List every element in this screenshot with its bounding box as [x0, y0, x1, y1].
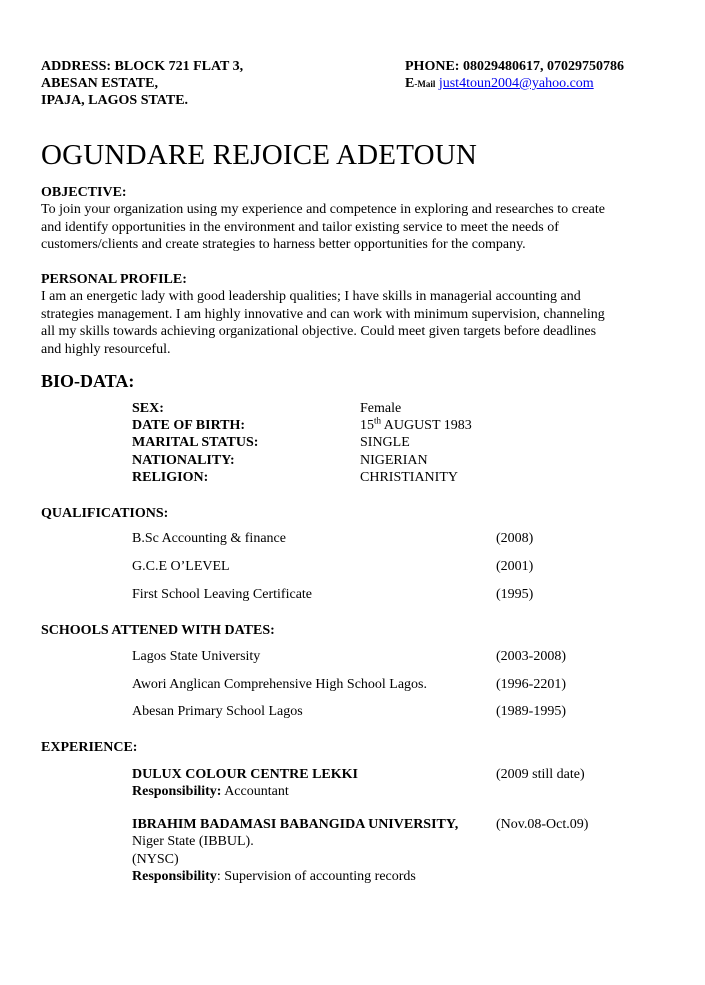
qualification-name: G.C.E O’LEVEL — [132, 559, 230, 574]
responsibility-line — [132, 868, 416, 885]
profile-line-4: and highly resourceful. — [41, 341, 171, 357]
address-block — [41, 58, 243, 109]
profile-heading: PERSONAL PROFILE: — [41, 272, 187, 287]
profile-text — [41, 288, 666, 358]
qualifications-heading: QUALIFICATIONS: — [41, 506, 169, 521]
address-line-3: IPAJA, LAGOS STATE. — [41, 93, 189, 108]
responsibility-line — [132, 783, 289, 800]
employer-name: DULUX COLOUR CENTRE LEKKI — [132, 767, 358, 782]
bio-label-nationality: NATIONALITY: — [132, 453, 235, 468]
dob-day: 15 — [360, 418, 374, 433]
objective-line-2: and identify opportunities in the environment and tailor existing service to meet the needs of — [41, 219, 559, 235]
responsibility-value: : Supervision of accounting records — [216, 869, 416, 884]
qualification-year: (2001) — [496, 559, 534, 574]
qualification-year: (2008) — [496, 531, 534, 546]
qualification-name: B.Sc Accounting & finance — [132, 531, 286, 546]
bio-value-dob — [360, 417, 472, 434]
experience-heading: EXPERIENCE: — [41, 740, 138, 755]
responsibility-label: Responsibility: — [132, 784, 222, 799]
school-name: Awori Anglican Comprehensive High School Lagos. — [132, 677, 428, 692]
bio-label-sex: SEX: — [132, 401, 164, 416]
profile-line-2: strategies management. I am highly innovative and can work with minimum supervision, channeling — [41, 306, 605, 322]
biodata-heading: BIO-DATA: — [41, 371, 135, 391]
email-line — [405, 75, 594, 93]
bio-label-dob: DATE OF BIRTH: — [132, 418, 246, 433]
responsibility-label: Responsibility — [132, 869, 217, 884]
employment-period: (Nov.08-Oct.09) — [496, 817, 589, 832]
bio-value-nationality: NIGERIAN — [360, 453, 428, 468]
email-link[interactable]: just4toun2004@yahoo.com — [438, 76, 594, 91]
employer-note: (NYSC) — [132, 852, 179, 867]
address-line-2: ABESAN ESTATE, — [41, 76, 158, 91]
school-years: (1996-2201) — [496, 677, 566, 692]
objective-line-3: customers/clients and create strategies to harness better opportunities for the company. — [41, 237, 526, 252]
qualification-year: (1995) — [496, 587, 534, 602]
employer-location: Niger State (IBBUL). — [132, 834, 254, 849]
dob-ordinal: th — [374, 415, 382, 426]
email-prefix-big: E — [405, 76, 415, 91]
bio-label-religion: RELIGION: — [132, 470, 209, 485]
qualification-name: First School Leaving Certificate — [132, 587, 313, 602]
school-name: Abesan Primary School Lagos — [132, 704, 303, 719]
profile-line-1: I am an energetic lady with good leadership qualities; I have skills in managerial accounting and — [41, 289, 581, 304]
profile-line-3: all my skills towards achieving organizational objective. Could meet given targets before deadlines — [41, 324, 597, 339]
objective-text — [41, 201, 666, 254]
bio-value-marital: SINGLE — [360, 435, 410, 450]
responsibility-value: Accountant — [221, 784, 289, 799]
candidate-name: OGUNDARE REJOICE ADETOUN — [41, 139, 478, 171]
bio-value-sex: Female — [360, 401, 402, 416]
email-prefix-small: -Mail — [414, 79, 436, 89]
schools-heading: SCHOOLS ATTENED WITH DATES: — [41, 623, 275, 638]
school-years: (2003-2008) — [496, 649, 566, 664]
bio-label-marital: MARITAL STATUS: — [132, 435, 259, 450]
employment-period: (2009 still date) — [496, 767, 585, 782]
phone-line: PHONE: 08029480617, 07029750786 — [405, 59, 624, 74]
objective-heading: OBJECTIVE: — [41, 185, 127, 200]
school-years: (1989-1995) — [496, 704, 566, 719]
bio-value-religion: CHRISTIANITY — [360, 470, 458, 485]
objective-line-1: To join your organization using my experience and competence in exploring and researches to create — [41, 202, 605, 217]
school-name: Lagos State University — [132, 649, 261, 664]
employer-name: IBRAHIM BADAMASI BABANGIDA UNIVERSITY, — [132, 817, 459, 832]
dob-rest: AUGUST 1983 — [381, 418, 472, 433]
address-line-1: ADDRESS: BLOCK 721 FLAT 3, — [41, 59, 244, 74]
